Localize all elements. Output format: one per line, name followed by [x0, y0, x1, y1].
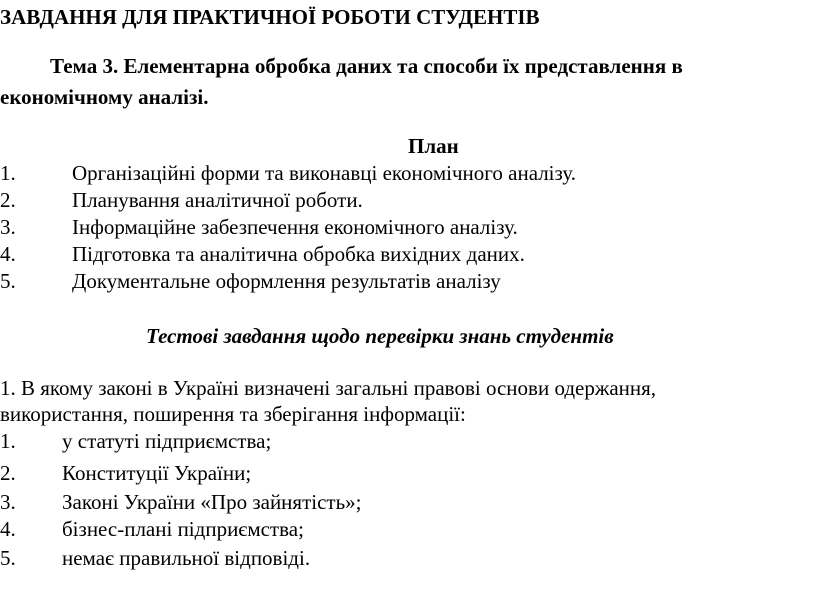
option-number: 3. — [0, 490, 16, 514]
topic-line-1: Тема 3. Елементарна обробка даних та способи їх представлення в — [50, 54, 683, 78]
option-number: 1. — [0, 429, 16, 453]
plan-item-number: 4. — [0, 242, 16, 266]
option-text: у статуті підприємства; — [62, 429, 272, 453]
plan-item-number: 2. — [0, 188, 16, 212]
option-text: немає правильної відповіді. — [62, 546, 311, 570]
plan-item-text: Підготовка та аналітична обробка вихідних даних. — [72, 242, 525, 266]
plan-item-number: 3. — [0, 215, 16, 239]
topic-line-2: економічному аналізі. — [0, 85, 209, 109]
plan-item-text: Інформаційне забезпечення економічного аналізу. — [72, 215, 518, 239]
plan-item-text: Документальне оформлення результатів аналізу — [72, 269, 501, 293]
plan-item-number: 1. — [0, 161, 16, 185]
option-number: 5. — [0, 546, 16, 570]
plan-item-text: Планування аналітичної роботи. — [72, 188, 363, 212]
question-line-2: використання, поширення та зберігання інформації: — [0, 402, 466, 426]
option-text: Конституції України; — [62, 461, 252, 485]
plan-item-number: 5. — [0, 269, 16, 293]
option-text: Законі України «Про зайнятість»; — [62, 490, 362, 514]
option-number: 2. — [0, 461, 16, 485]
document-title: ЗАВДАННЯ ДЛЯ ПРАКТИЧНОЇ РОБОТИ СТУДЕНТІВ — [0, 5, 540, 29]
question-line-1: 1. В якому законі в Україні визначені загальні правові основи одержання, — [0, 376, 657, 400]
option-number: 4. — [0, 517, 16, 541]
tests-heading: Тестові завдання щодо перевірки знань студентів — [146, 324, 614, 348]
option-text: бізнес-плані підприємства; — [62, 517, 304, 541]
plan-heading: План — [408, 134, 459, 158]
plan-item-text: Організаційні форми та виконавці економічного аналізу. — [72, 161, 577, 185]
